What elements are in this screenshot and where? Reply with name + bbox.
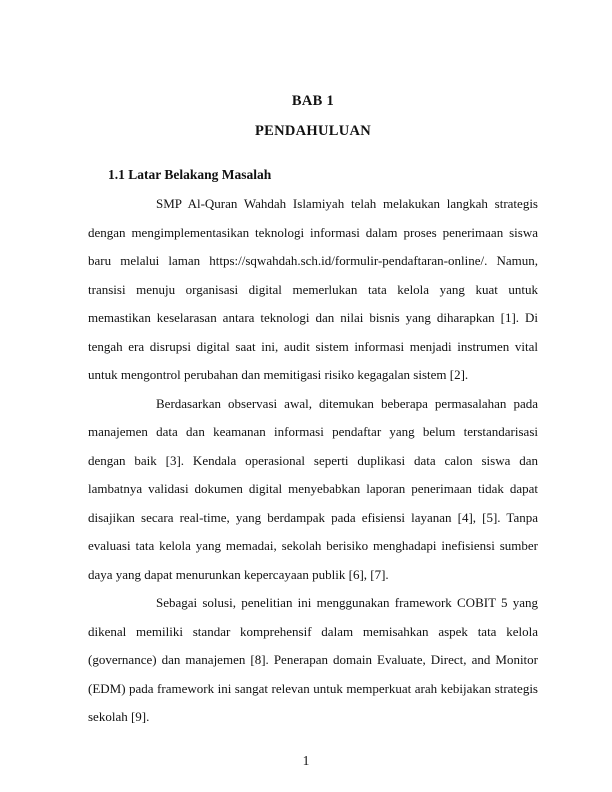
section-heading: 1.1 Latar Belakang Masalah bbox=[108, 167, 272, 182]
paragraph: Sebagai solusi, penelitian ini menggunakan framework COBIT 5 yang dikenal memiliki standar komprehensif dalam memisahkan aspek tata kelola (governance) dan manajemen [8]. Penerapan domain Evaluate, Direct, and Monitor (EDM) pada framework ini sangat relevan untuk memperkuat arah kebijakan strategis sekolah [9]. bbox=[88, 595, 538, 724]
chapter-title: PENDAHULUAN bbox=[254, 123, 372, 139]
paragraph: SMP Al-Quran Wahdah Islamiyah telah melakukan langkah strategis dengan mengimplementasikan teknologi informasi dalam proses penerimaan siswa baru melalui laman https://sqwahdah.sch.id/formulir-pendaftaran-online/. Namun, transisi menuju organisasi digital memerlukan tata kelola yang kuat untuk memastikan keselarasan antara teknologi dan nilai bisnis yang diharapkan [1]. Di tengah era disrupsi digital saat ini, audit sistem informasi menjadi instrumen vital untuk mengontrol perubahan dan memitigasi risiko kegagalan sistem [2]. bbox=[88, 196, 538, 382]
page-content bbox=[88, 92, 538, 732]
page-number: 1 bbox=[302, 753, 310, 768]
paragraph: Berdasarkan observasi awal, ditemukan beberapa permasalahan pada manajemen data dan keamanan informasi pendaftar yang belum terstandarisasi dengan baik [3]. Kendala operasional seperti duplikasi data calon siswa dan lambatnya validasi dokumen digital menyebabkan laporan penerimaan tidak dapat disajikan secara real-time, yang berdampak pada efisiensi layanan [4], [5]. Tanpa evaluasi tata kelola yang memadai, sekolah berisiko menghadapi inefisiensi sumber daya yang dapat menurunkan kepercayaan publik [6], [7]. bbox=[88, 395, 538, 582]
chapter-label: BAB 1 bbox=[291, 93, 335, 109]
body-paragraphs bbox=[88, 190, 538, 732]
